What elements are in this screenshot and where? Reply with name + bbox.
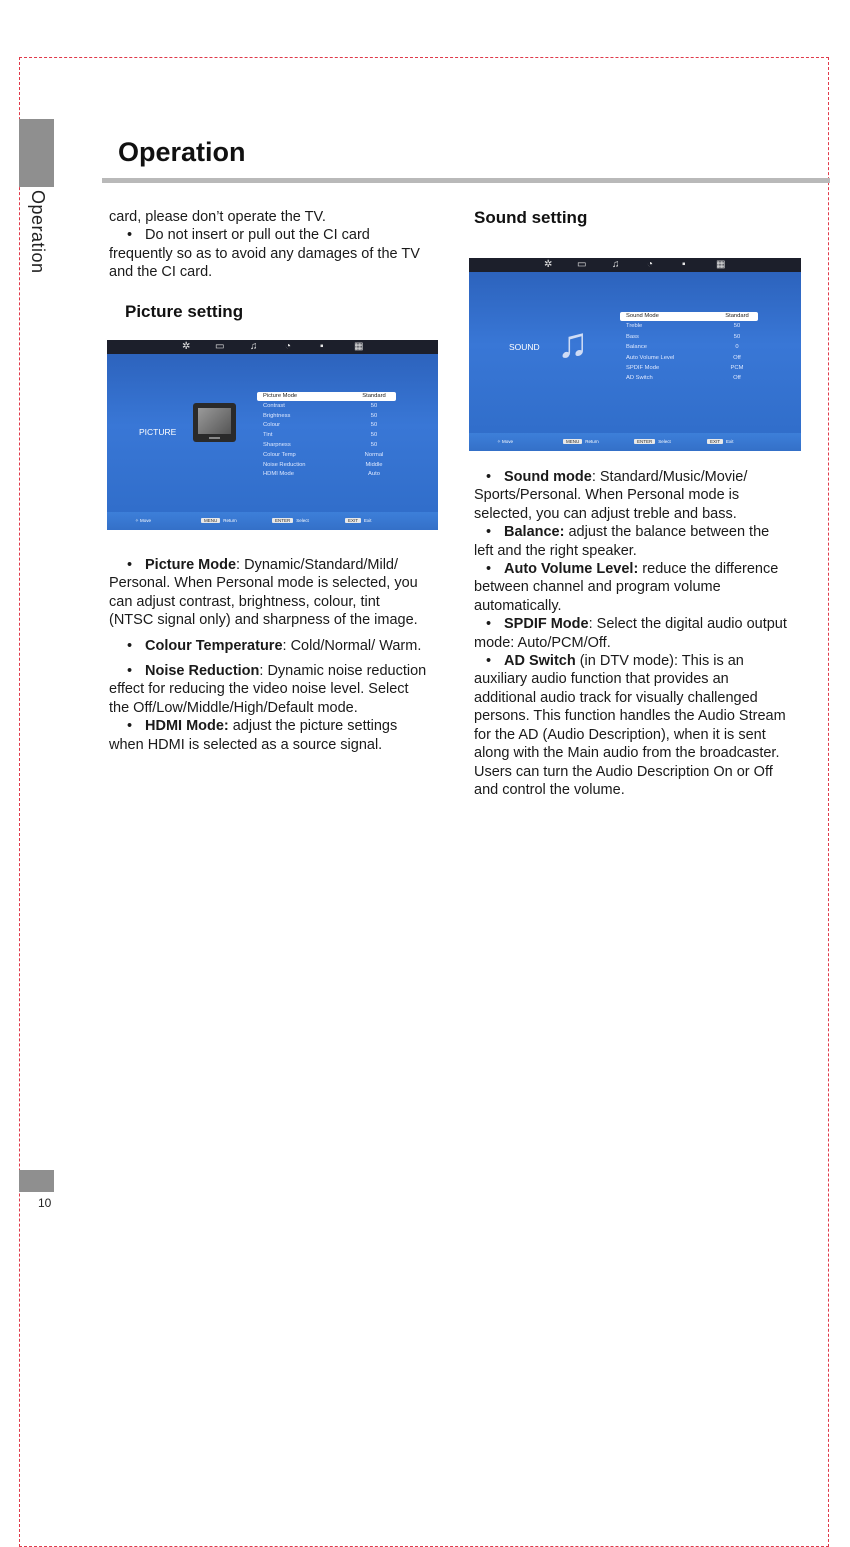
menu-row-value: Off [733, 354, 741, 361]
grid-icon: ▦ [354, 341, 364, 352]
menu-row-value: Normal [364, 451, 384, 458]
page-number-tab [19, 1170, 54, 1192]
clock-icon: ◔ [647, 259, 654, 270]
item-balance: • Balance: adjust the balance between the left and the right speaker. [474, 524, 770, 559]
menu-row-value: Middle [365, 461, 383, 468]
title-rule [102, 178, 830, 183]
menu-row[interactable] [620, 312, 758, 321]
monitor-icon: ▭ [215, 341, 225, 352]
menu-top-bar [469, 258, 801, 272]
menu-row-name: Contrast [263, 402, 285, 409]
item-sound-mode: • Sound mode: Standard/Music/Movie/ Sports/Personal. When Personal mode is selected, you can adjust treble and bass. [474, 469, 748, 522]
music-note-icon: ♫ [612, 259, 620, 270]
picture-heading: Picture setting [125, 302, 244, 321]
menu-row-name: Tint [263, 432, 273, 439]
item-picture-mode: • Picture Mode: Dynamic/Standard/Mild/ Personal. When Personal mode is selected, you can adjust contrast, brightness, colour, tint (NTSC signal only) and sharpness of the image. [109, 557, 418, 629]
sound-screen-label: SOUND [509, 342, 540, 352]
menu-row[interactable] [257, 441, 396, 450]
menu-row[interactable] [620, 343, 758, 352]
footer-exit: EXIT Exit [345, 518, 372, 523]
menu-row-name: Sound Mode [626, 313, 659, 319]
menu-row-name: Auto Volume Level [626, 354, 675, 361]
picture-description [109, 556, 427, 754]
menu-row[interactable] [257, 392, 396, 401]
sound-menu-screen [469, 258, 801, 451]
menu-row-value: 50 [733, 333, 741, 340]
menu-row[interactable] [257, 451, 396, 460]
music-notes-icon: ♫ [557, 319, 589, 366]
menu-row[interactable] [257, 470, 396, 479]
page-number: 10 [38, 1196, 52, 1210]
footer-return: MENU Return [201, 518, 237, 523]
footer-exit: EXIT Exit [707, 439, 734, 444]
picture-menu-screen [107, 340, 438, 530]
menu-row[interactable] [257, 412, 396, 421]
item-hdmi-mode: • HDMI Mode: adjust the picture settings when HDMI is selected as a source signal. [109, 718, 398, 753]
menu-row[interactable] [620, 364, 758, 373]
menu-bottom-bar [469, 433, 801, 451]
footer-move: ✧ Move [135, 518, 152, 523]
menu-row[interactable] [620, 322, 758, 331]
sound-description [474, 468, 792, 799]
page-title: Operation [118, 137, 246, 167]
gear-icon: ✲ [544, 259, 553, 270]
tv-image [193, 403, 236, 442]
intro-text-2: Do not insert or pull out the CI card frequently so as to avoid any damages of the TV and the CI card. [109, 227, 420, 281]
menu-row-name: Colour Temp [263, 451, 296, 458]
menu-row-value: Auto [368, 471, 380, 478]
menu-row-name: Balance [626, 344, 647, 351]
menu-row-name: Colour [263, 422, 281, 429]
menu-row[interactable] [620, 374, 758, 383]
gear-icon: ✲ [182, 341, 191, 352]
side-section-label: Operation [28, 190, 48, 274]
menu-row-value: 50 [370, 422, 378, 429]
item-spdif-mode: • SPDIF Mode: Select the digital audio output mode: Auto/PCM/Off. [474, 616, 787, 651]
menu-row[interactable] [620, 354, 758, 363]
menu-row-value: Off [733, 375, 741, 382]
menu-row-value: PCM [730, 365, 744, 371]
menu-row-value: 0 [735, 344, 739, 351]
menu-row-name: Treble [626, 323, 643, 330]
item-ad-switch: • AD Switch (in DTV mode): This is an auxiliary audio function that provides an additional audio track for visually challenged persons. This function handles the Audio Stream for the AD (Audio Description), when it is sent along with the Main audio from the broadcaster. Users can turn the Audio Description On or Off and control the volume. [474, 653, 786, 798]
menu-row-value: Standard [725, 313, 749, 319]
menu-row-value: 50 [370, 442, 378, 448]
footer-select: ENTER Select [272, 518, 309, 523]
menu-row[interactable] [257, 402, 396, 411]
menu-row-name: Sharpness [263, 442, 291, 448]
side-tab-marker [19, 119, 54, 187]
menu-row[interactable] [257, 431, 396, 440]
menu-top-bar [107, 340, 438, 354]
menu-row-name: HDMI Mode [263, 471, 294, 478]
intro-text-1: card, please don’t operate the TV. [109, 209, 326, 225]
footer-return: MENU Return [563, 439, 599, 444]
menu-row-name: Brightness [263, 412, 291, 419]
menu-row-value: 50 [733, 323, 741, 330]
menu-row[interactable] [257, 421, 396, 430]
footer-select: ENTER Select [634, 439, 671, 444]
item-noise-reduction: • Noise Reduction: Dynamic noise reduction effect for reducing the video noise level. Select the Off/Low/Middle/High/Default mode. [109, 663, 427, 716]
menu-row[interactable] [257, 461, 396, 470]
footer-move: ✧ Move [497, 439, 514, 444]
menu-row-name: SPDIF Mode [626, 365, 660, 371]
menu-row[interactable] [620, 333, 758, 342]
left-intro: card, please don’t operate the TV. • Do not insert or pull out the CI card frequently so as to avoid any damages of the TV and the CI card. [109, 208, 427, 282]
menu-row-value: 50 [370, 412, 378, 419]
menu-bottom-bar [107, 512, 438, 530]
music-note-icon: ♫ [250, 341, 258, 352]
sound-heading: Sound setting [474, 208, 588, 227]
menu-row-name: Noise Reduction [263, 461, 306, 468]
menu-row-name: Bass [626, 333, 639, 340]
menu-row-value: 50 [370, 432, 378, 439]
lock-icon: ▪ [320, 341, 324, 352]
clock-icon: ◔ [285, 341, 292, 352]
menu-row-value: Standard [362, 393, 386, 399]
picture-screen-label: PICTURE [139, 427, 177, 437]
item-auto-volume-level: • Auto Volume Level: reduce the difference between channel and program volume automatically. [474, 561, 779, 614]
item-colour-temperature: • Colour Temperature: Cold/Normal/ Warm. [127, 637, 422, 654]
lock-icon: ▪ [682, 259, 686, 270]
menu-row-name: Picture Mode [263, 393, 298, 399]
grid-icon: ▦ [716, 259, 726, 270]
monitor-icon: ▭ [577, 259, 587, 270]
menu-row-value: 50 [370, 402, 378, 409]
menu-row-name: AD Switch [626, 375, 653, 382]
